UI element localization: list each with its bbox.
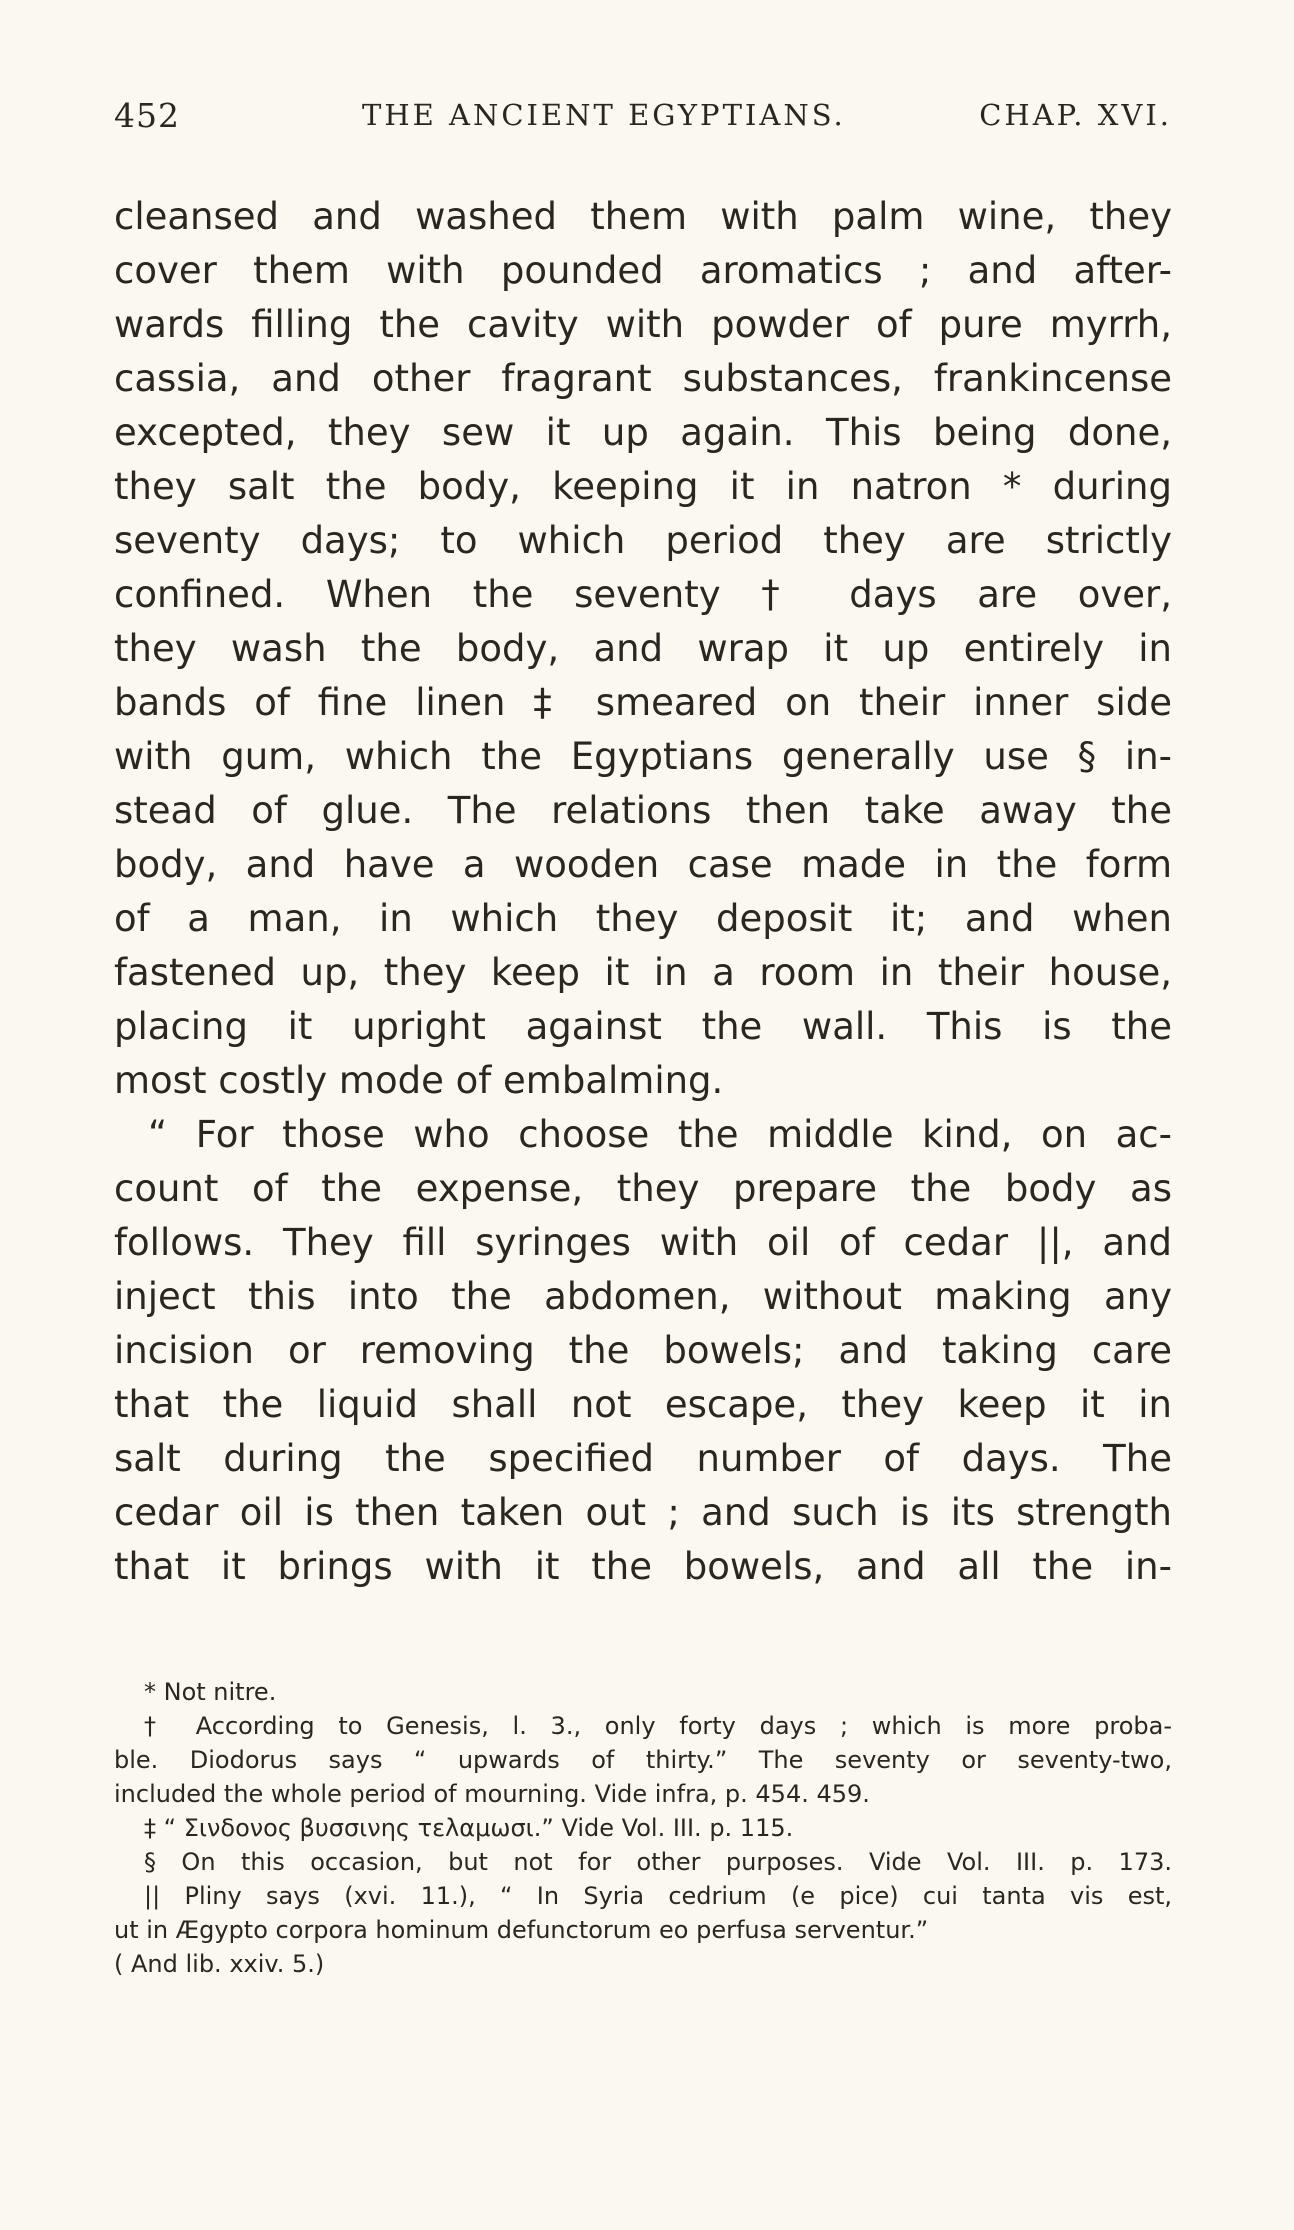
footnote-line: ut in Ægypto corpora hominum defunctorum eo perfusa serventur.” <box>114 1916 929 1944</box>
footnote-line: ( And lib. xxiv. 5.) <box>114 1950 325 1978</box>
body-line: most costly mode of embalming. <box>114 1059 724 1102</box>
chapter-label: CHAP. XVI. <box>979 98 1172 132</box>
body-line: count of the expense, they prepare the body as <box>114 1167 1172 1210</box>
footnote-line: * Not nitre. <box>144 1678 277 1706</box>
body-line: salt during the specified number of days. The <box>114 1437 1172 1480</box>
body-line: with gum, which the Egyptians generally use § in- <box>114 735 1172 778</box>
body-line: cleansed and washed them with palm wine, they <box>114 195 1172 238</box>
body-line: they salt the body, keeping it in natron * during <box>114 465 1172 508</box>
body-line: that the liquid shall not escape, they keep it in <box>114 1383 1172 1426</box>
running-title: THE ANCIENT EGYPTIANS. <box>362 98 846 132</box>
body-line: of a man, in which they deposit it; and when <box>114 897 1172 940</box>
body-line: wards filling the cavity with powder of pure myrrh, <box>114 303 1172 346</box>
footnote-line: included the whole period of mourning. Vide infra, p. 454. 459. <box>114 1780 870 1808</box>
body-line: cedar oil is then taken out ; and such is its strength <box>114 1491 1172 1534</box>
running-header <box>114 88 1172 148</box>
body-line: follows. They fill syringes with oil of cedar ||, and <box>114 1221 1172 1264</box>
footnote-line: ble. Diodorus says “ upwards of thirty.” The seventy or seventy-two, <box>114 1746 1172 1774</box>
body-line: confined. When the seventy † days are over, <box>114 573 1172 616</box>
body-line: “ For those who choose the middle kind, on ac- <box>148 1113 1172 1156</box>
body-text <box>114 190 1172 1594</box>
body-line: that it brings with it the bowels, and all the in- <box>114 1545 1172 1588</box>
footnotes <box>114 1675 1172 1981</box>
body-line: they wash the body, and wrap it up entirely in <box>114 627 1172 670</box>
body-line: inject this into the abdomen, without making any <box>114 1275 1172 1318</box>
body-line: bands of fine linen ‡ smeared on their inner side <box>114 681 1172 724</box>
body-line: incision or removing the bowels; and taking care <box>114 1329 1172 1372</box>
body-line: excepted, they sew it up again. This being done, <box>114 411 1172 454</box>
body-line: fastened up, they keep it in a room in their house, <box>114 951 1172 994</box>
body-line: cassia, and other fragrant substances, frankincense <box>114 357 1172 400</box>
footnote-line: † According to Genesis, l. 3., only forty days ; which is more proba- <box>144 1712 1172 1740</box>
page-number: 452 <box>114 96 180 135</box>
body-line: seventy days; to which period they are strictly <box>114 519 1172 562</box>
footnote-line: ‡ “ Σινδονος βυσσινης τελαμωσι.” Vide Vol. III. p. 115. <box>144 1814 794 1842</box>
footnote-line: || Pliny says (xvi. 11.), “ In Syria cedrium (e pice) cui tanta vis est, <box>144 1882 1172 1910</box>
body-line: cover them with pounded aromatics ; and after- <box>114 249 1172 292</box>
body-line: placing it upright against the wall. This is the <box>114 1005 1172 1048</box>
footnote-line: § On this occasion, but not for other purposes. Vide Vol. III. p. 173. <box>144 1848 1172 1876</box>
body-line: stead of glue. The relations then take away the <box>114 789 1172 832</box>
body-line: body, and have a wooden case made in the form <box>114 843 1172 886</box>
